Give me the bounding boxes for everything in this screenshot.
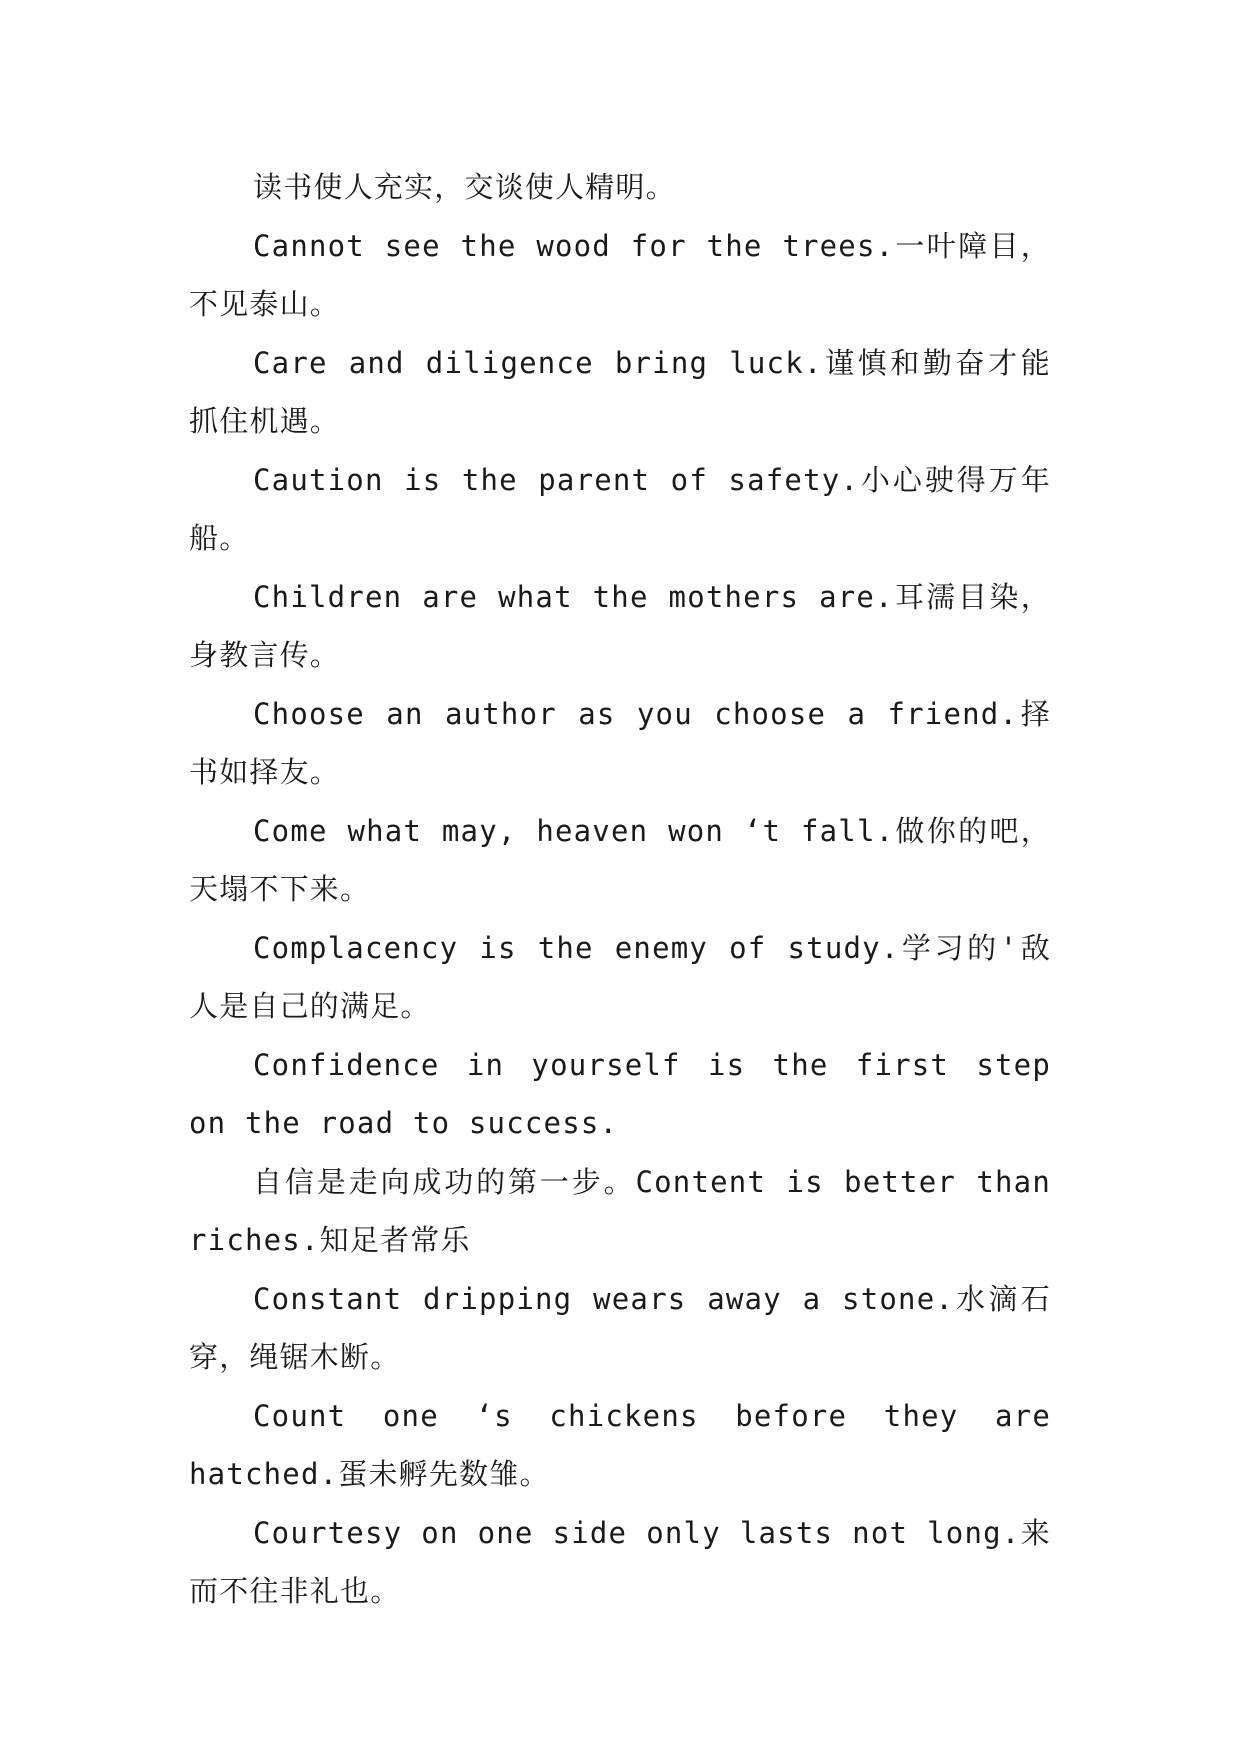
paragraph: Courtesy on one side only lasts not long.来而不往非礼也。 [189,1515,1051,1608]
paragraph: Constant dripping wears away a stone.水滴石穿，绳锯木断。 [189,1281,1051,1374]
paragraph: 自信是走向成功的第一步。Content is better than riches.知足者常乐 [189,1164,1051,1257]
paragraph: Complacency is the enemy of study.学习的'敌人是自己的满足。 [189,930,1051,1023]
document-body [189,158,1051,1621]
paragraph: Cannot see the wood for the trees.一叶障目，不见泰山。 [189,228,1051,321]
paragraph: Count one ‘s chickens before they are hatched.蛋未孵先数雏。 [189,1398,1051,1491]
paragraph: Caution is the parent of safety.小心驶得万年船。 [189,462,1051,555]
paragraph: 读书使人充实，交谈使人精明。 [253,170,676,204]
paragraph: Children are what the mothers are.耳濡目染，身教言传。 [189,579,1051,672]
paragraph: Confidence in yourself is the first step on the road to success. [189,1047,1051,1140]
paragraph: Choose an author as you choose a friend.择书如择友。 [189,696,1051,789]
paragraph: Come what may, heaven won ‘t fall.做你的吧，天塌不下来。 [189,813,1051,906]
paragraph: Care and diligence bring luck.谨慎和勤奋才能抓住机遇。 [189,345,1051,438]
